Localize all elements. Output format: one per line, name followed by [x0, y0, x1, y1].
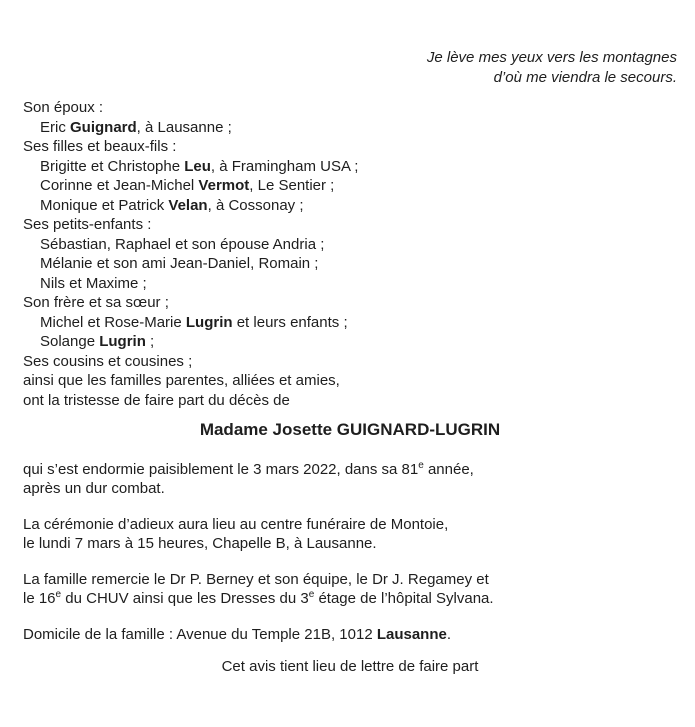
family-line [23, 371, 677, 391]
notice-paragraph [23, 460, 677, 499]
family-line [23, 313, 677, 333]
text: La cérémonie d’adieux aura lieu au centre funéraire de Montoie, [23, 515, 449, 533]
text: étage de l’hôpital Sylvana. [314, 590, 494, 607]
text: le lundi 7 mars à 15 heures, Chapelle B, à Lausanne. [23, 535, 377, 552]
bold-text: Velan [168, 196, 208, 214]
text: Eric [40, 118, 70, 136]
text: ont la tristesse de faire part du décès de [23, 391, 290, 409]
family-line [23, 176, 677, 196]
notice-paragraphs [23, 460, 677, 677]
notice-paragraph [23, 570, 677, 609]
family-line [23, 254, 677, 274]
family-line [23, 215, 677, 235]
text: Son époux : [23, 99, 104, 116]
family-line [23, 235, 677, 255]
text: qui s’est endormie paisiblement le 3 mars 2022, dans sa 81 [23, 460, 419, 478]
family-line [23, 352, 677, 372]
text: . [446, 625, 452, 643]
family-line [23, 274, 677, 294]
text: du CHUV ainsi que les Dresses du 3 [61, 590, 309, 607]
bold-text: Leu [184, 157, 211, 175]
text: année, [423, 460, 474, 478]
text: La famille remercie le Dr P. Berney et son équipe, le Dr J. Regamey et [23, 570, 489, 588]
bold-text: Lugrin [185, 313, 233, 331]
text: Ses filles et beaux-fils : [23, 138, 177, 155]
family-line [23, 293, 677, 313]
text: le 16 [23, 590, 56, 607]
family-line [23, 118, 677, 138]
text: , à Cossonay ; [207, 196, 304, 214]
family-line [23, 98, 677, 118]
text: Nils et Maxime ; [40, 274, 147, 292]
text: ainsi que les familles parentes, alliées et amies, [23, 372, 340, 389]
text: après un dur combat. [23, 480, 165, 497]
bold-text: Guignard [70, 118, 137, 136]
family-line [23, 137, 677, 157]
text: Cet avis tient lieu de lettre de faire part [221, 658, 479, 675]
notice-paragraph [23, 625, 677, 645]
text: ; [145, 333, 155, 350]
superscript-text: e [55, 589, 62, 600]
text: , Le Sentier ; [249, 177, 335, 194]
text: Domicile de la famille : Avenue du Temple 21B, 1012 [23, 625, 377, 643]
family-line [23, 332, 677, 352]
family-list [23, 98, 677, 410]
superscript-text: e [418, 459, 424, 471]
text: Son frère et sa sœur ; [23, 294, 169, 311]
epigraph [23, 48, 677, 87]
text: , à Lausanne ; [136, 118, 232, 136]
notice-paragraph [23, 515, 677, 554]
notice-paragraph [23, 657, 677, 677]
text: Ses cousins et cousines ; [23, 352, 193, 370]
text: Sébastian, Raphael et son épouse Andria ; [40, 235, 325, 253]
family-line [23, 391, 677, 411]
family-line [23, 157, 677, 177]
bold-text: Vermot [198, 177, 250, 194]
text: , à Framingham USA ; [210, 157, 359, 175]
epigraph-line-2: d’où me viendra le secours. [493, 68, 677, 86]
deceased-name-heading: Madame Josette GUIGNARD-LUGRIN [199, 420, 501, 439]
bold-text: Lugrin [99, 333, 146, 350]
text: Ses petits-enfants : [23, 216, 152, 233]
family-line [23, 196, 677, 216]
text: Michel et Rose-Marie [40, 313, 186, 331]
text: Monique et Patrick [40, 196, 169, 214]
superscript-text: e [308, 589, 315, 600]
epigraph-line-1: Je lève mes yeux vers les montagnes [426, 49, 677, 66]
text: Solange [40, 333, 100, 350]
text: Brigitte et Christophe [40, 157, 185, 175]
bold-text: Lausanne [376, 625, 447, 643]
text: Mélanie et son ami Jean-Daniel, Romain ; [40, 255, 319, 272]
text: et leurs enfants ; [232, 313, 348, 331]
text: Corinne et Jean-Michel [40, 177, 199, 194]
